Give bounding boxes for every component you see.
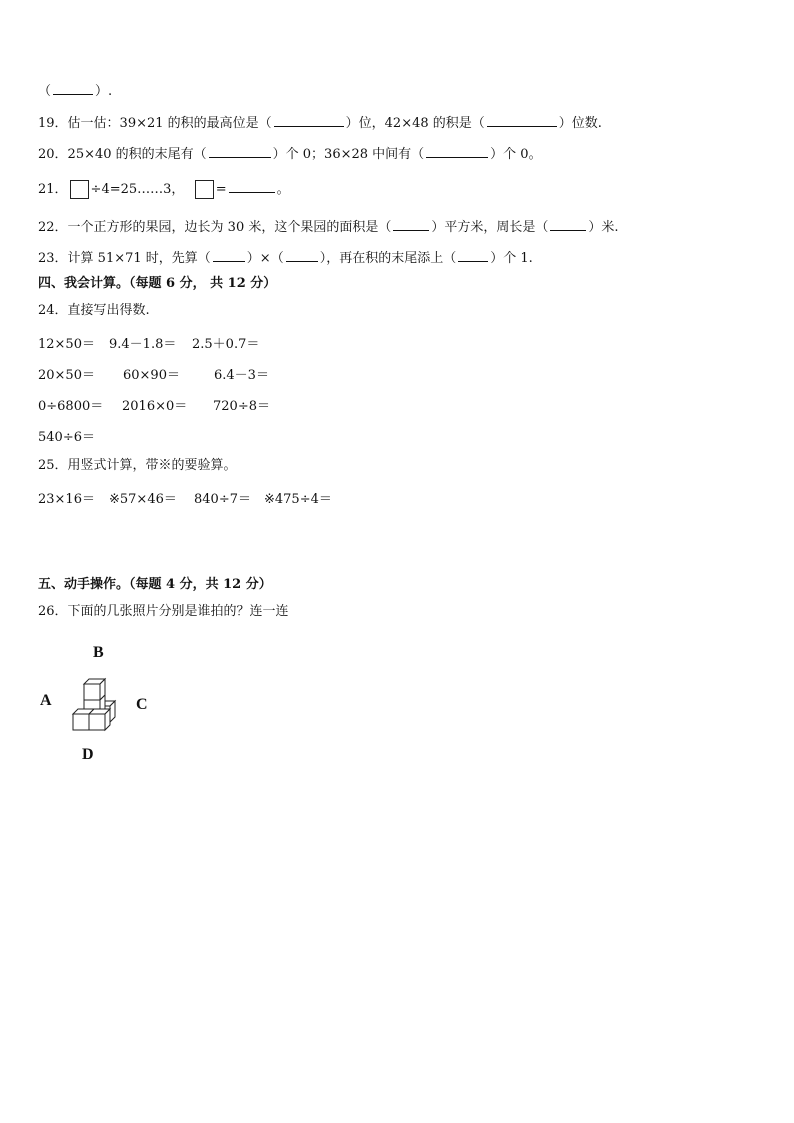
question-21 — [38, 180, 290, 199]
answer-blank[interactable] — [274, 114, 344, 127]
q21-text-2: = — [215, 182, 227, 197]
question-22 — [38, 218, 619, 237]
q23-text-2: ）×（ — [246, 251, 284, 266]
viewpoint-label-c[interactable]: C — [136, 696, 148, 713]
answer-blank[interactable] — [458, 249, 488, 262]
question-number: 21． — [38, 182, 68, 197]
viewpoint-label-a[interactable]: A — [40, 692, 52, 709]
q19-text-3: ）位数. — [558, 116, 602, 131]
calc-item: 2016×0＝ — [122, 399, 188, 414]
cube-front-face — [73, 714, 89, 730]
calc-item: ※475÷4＝ — [264, 492, 332, 507]
calc-item: 840÷7＝ — [194, 492, 251, 507]
calc-item: ※57×46＝ — [109, 492, 177, 507]
question-number: 20． — [38, 147, 68, 162]
answer-blank[interactable] — [487, 114, 557, 127]
cube-front-face — [89, 714, 105, 730]
viewpoint-label-b[interactable]: B — [93, 644, 104, 661]
q23-text-1: 计算 51×71 时，先算（ — [67, 251, 211, 266]
answer-blank[interactable] — [209, 145, 271, 158]
q20-text-3: ）个 0。 — [490, 147, 542, 162]
q18-close: ）. — [95, 84, 113, 99]
q21-text-3: 。 — [276, 182, 290, 197]
q23-text-3: ），再在积的末尾添上（ — [319, 251, 457, 266]
question-23 — [38, 249, 533, 268]
answer-box[interactable] — [195, 180, 214, 199]
viewpoint-label-d[interactable]: D — [82, 746, 94, 763]
q22-text-1: 一个正方形的果园，边长为 30 米，这个果园的面积是（ — [67, 220, 392, 235]
question-19 — [38, 114, 602, 133]
section-5-heading: 五、动手操作。（每题 4 分，共 12 分） — [38, 577, 272, 592]
question-20 — [38, 145, 542, 164]
answer-blank[interactable] — [213, 249, 245, 262]
q19-text-2: ）位，42×48 的积是（ — [345, 116, 485, 131]
calc-item: 20×50＝ — [38, 368, 95, 383]
answer-blank[interactable] — [393, 218, 429, 231]
q22-text-2: ）平方米，周长是（ — [431, 220, 549, 235]
calc-item: 9.4－1.8＝ — [109, 337, 177, 352]
calc-item: 6.4－3＝ — [214, 368, 269, 383]
calc-item: 23×16＝ — [38, 492, 95, 507]
cube-stack-figure — [68, 674, 124, 734]
question-number: 22． — [38, 220, 68, 235]
answer-blank[interactable] — [53, 82, 93, 95]
calc-item: 2.5＋0.7＝ — [192, 337, 260, 352]
question-number: 23． — [38, 251, 68, 266]
cube-front-face — [84, 684, 100, 700]
q22-text-3: ）米. — [588, 220, 619, 235]
q18-open: （ — [38, 84, 52, 99]
q20-text-2: ）个 0；36×28 中间有（ — [272, 147, 425, 162]
calc-item: 720÷8＝ — [213, 399, 270, 414]
q19-text-1: 估一估：39×21 的积的最高位是（ — [67, 116, 272, 131]
answer-blank[interactable] — [229, 180, 275, 193]
question-number: 19． — [38, 116, 68, 131]
question-24: 24．直接写出得数. — [38, 303, 150, 318]
calc-item: 0÷6800＝ — [38, 399, 104, 414]
calc-item: 540÷6＝ — [38, 430, 95, 445]
q21-text-1: ÷4=25……3， — [90, 182, 185, 197]
question-25: 25．用竖式计算，带※的要验算。 — [38, 458, 237, 473]
calc-item: 60×90＝ — [123, 368, 180, 383]
answer-blank[interactable] — [286, 249, 318, 262]
question-26: 26．下面的几张照片分别是谁拍的？连一连 — [38, 604, 289, 619]
q18-tail — [38, 82, 112, 101]
q20-text-1: 25×40 的积的末尾有（ — [67, 147, 207, 162]
answer-blank[interactable] — [550, 218, 586, 231]
answer-blank[interactable] — [426, 145, 488, 158]
answer-box[interactable] — [70, 180, 89, 199]
q23-text-4: ）个 1. — [490, 251, 533, 266]
section-4-heading: 四、我会计算。（每题 6 分， 共 12 分） — [38, 276, 277, 291]
calc-item: 12×50＝ — [38, 337, 95, 352]
